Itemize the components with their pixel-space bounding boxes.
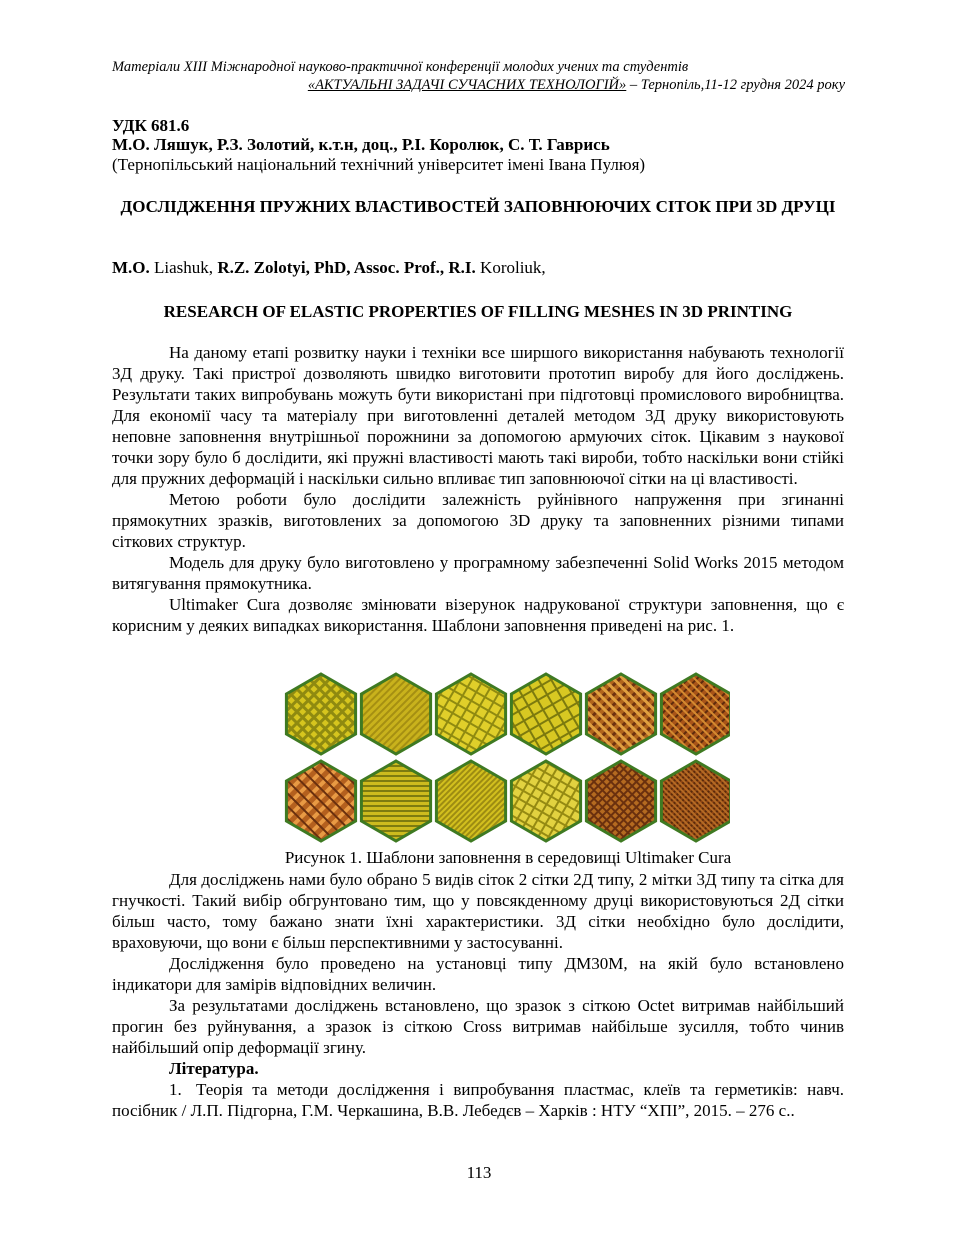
reference-1-text: Теорія та методи дослідження і випробування пластмас, клеїв та герметиків: навч. посібник / Л.П. Підгорна, Г.М. Черкашина, В.В. Лебедєв – Харків : НТУ “ХПІ”, 2015. – 276 с..	[112, 1080, 844, 1120]
paragraph-4: Ultimaker Cura дозволяє змінювати візерунок надрукованої структури заповнення, що є корисним у деяких випадках використання. Шаблони заповнення приведені на рис. 1.	[112, 595, 844, 635]
infill-patterns-figure	[280, 670, 730, 845]
paragraph-6: Дослідження було проведено на установці типу ДМ30М, на якій було встановлено індикатори для замірів відповідних величин.	[112, 954, 844, 994]
infill-pattern-hex	[586, 761, 655, 841]
infill-pattern-hex	[286, 674, 355, 754]
infill-pattern-hex	[286, 761, 355, 841]
reference-1-number: 1.	[169, 1080, 182, 1099]
infill-pattern-hex	[661, 674, 730, 754]
body-text-bottom	[112, 869, 844, 1121]
conference-place-date: – Тернопіль,11-12 грудня 2024 року	[626, 77, 845, 93]
infill-pattern-hex	[661, 761, 730, 841]
figure-caption: Рисунок 1. Шаблони заповнення в середовищі Ultimaker Cura	[284, 848, 732, 867]
paragraph-1: На даному етапі розвитку науки і техніки все ширшого використання набувають технології 3Д друку. Такі пристрої дозволяють швидко виготовити прототип виробу для його досліджень. Результати таких випробувань можуть бути використані при підготовці промислового виробництва. Для економії часу та матеріалу при виготовленні деталей методом 3Д друку використовують неповне заповнення внутрішньої порожнини за допомогою армуючих сіток. Цікавим з наукової точки зору було б дослідити, які пружні властивості мають такі вироби, тобто наскільки вони стійкі для пружних деформацій і наскільки сильно впливає тип заповнюючої сітки на ці властивості.	[112, 343, 844, 488]
paragraph-5: Для досліджень нами було обрано 5 видів сіток 2 сітки 2Д типу, 2 мітки 3Д типу та сітка для гнучкості. Такий вибір обгрунтовано тим, що у повсякденному друці використовуються 2Д сітки більш часто, тому бажано знати їхні характеристики. 3Д сітки необхідно було дослідити, враховуючи, що вони є більш перспективними у застосуванні.	[112, 870, 844, 952]
author-en-1: M.O.	[112, 258, 150, 277]
author-en-1-rest: Liashuk,	[149, 258, 218, 277]
infill-pattern-hex	[511, 674, 580, 754]
author-en-2-rest: Koroliuk,	[475, 258, 546, 277]
title-en: RESEARCH OF ELASTIC PROPERTIES OF FILLING MESHES IN 3D PRINTING	[163, 302, 793, 321]
body-text-top	[112, 342, 844, 636]
infill-pattern-hex	[586, 674, 655, 754]
infill-pattern-hex	[436, 674, 505, 754]
conference-name: «АКТУАЛЬНІ ЗАДАЧІ СУЧАСНИХ ТЕХНОЛОГІЙ»	[307, 77, 627, 93]
literature-heading: Література.	[169, 1059, 259, 1078]
authors-uk: М.О. Ляшук, Р.З. Золотий, к.т.н, доц., Р.І. Королюк, С. Т. Гаврись	[112, 135, 610, 154]
infill-pattern-hex	[511, 761, 580, 841]
reference-1	[112, 1079, 844, 1121]
author-en-2: R.Z. Zolotyi, PhD, Assoc. Prof., R.I.	[217, 258, 476, 277]
page-number: 113	[466, 1163, 492, 1182]
authors-en	[112, 258, 844, 278]
title-uk: ДОСЛІДЖЕННЯ ПРУЖНИХ ВЛАСТИВОСТЕЙ ЗАПОВНЮЮЧИХ СІТОК ПРИ 3D ДРУЦІ	[120, 197, 836, 216]
paragraph-2: Метою роботи було дослідити залежність руйнівного напруження при згинанні прямокутних зразків, виготовлених за допомогою 3D друку та заповненних різними типами сіткових структур.	[112, 490, 844, 551]
paragraph-7: За результатами досліджень встановлено, що зразок з сіткою Octet витримав найбільший прогин без руйнування, а зразок із сіткою Cross витримав найбільше зусилля, тобто чинив найбільший опір деформації згину.	[112, 996, 844, 1057]
conference-header-line2	[308, 76, 845, 95]
infill-pattern-hex	[436, 761, 505, 841]
udk-code: УДК 681.6	[112, 116, 190, 135]
paragraph-3: Модель для друку було виготовлено у програмному забезпеченні Solid Works 2015 методом витягування прямокутника.	[112, 553, 844, 593]
affiliation: (Тернопільський національний технічний університет імені Івана Пулюя)	[112, 155, 646, 174]
infill-pattern-hex	[361, 761, 430, 841]
conference-header-line1: Матеріали XIII Міжнародної науково-практичної конференції молодих учених та студентів	[112, 59, 689, 75]
infill-pattern-hex	[361, 674, 430, 754]
